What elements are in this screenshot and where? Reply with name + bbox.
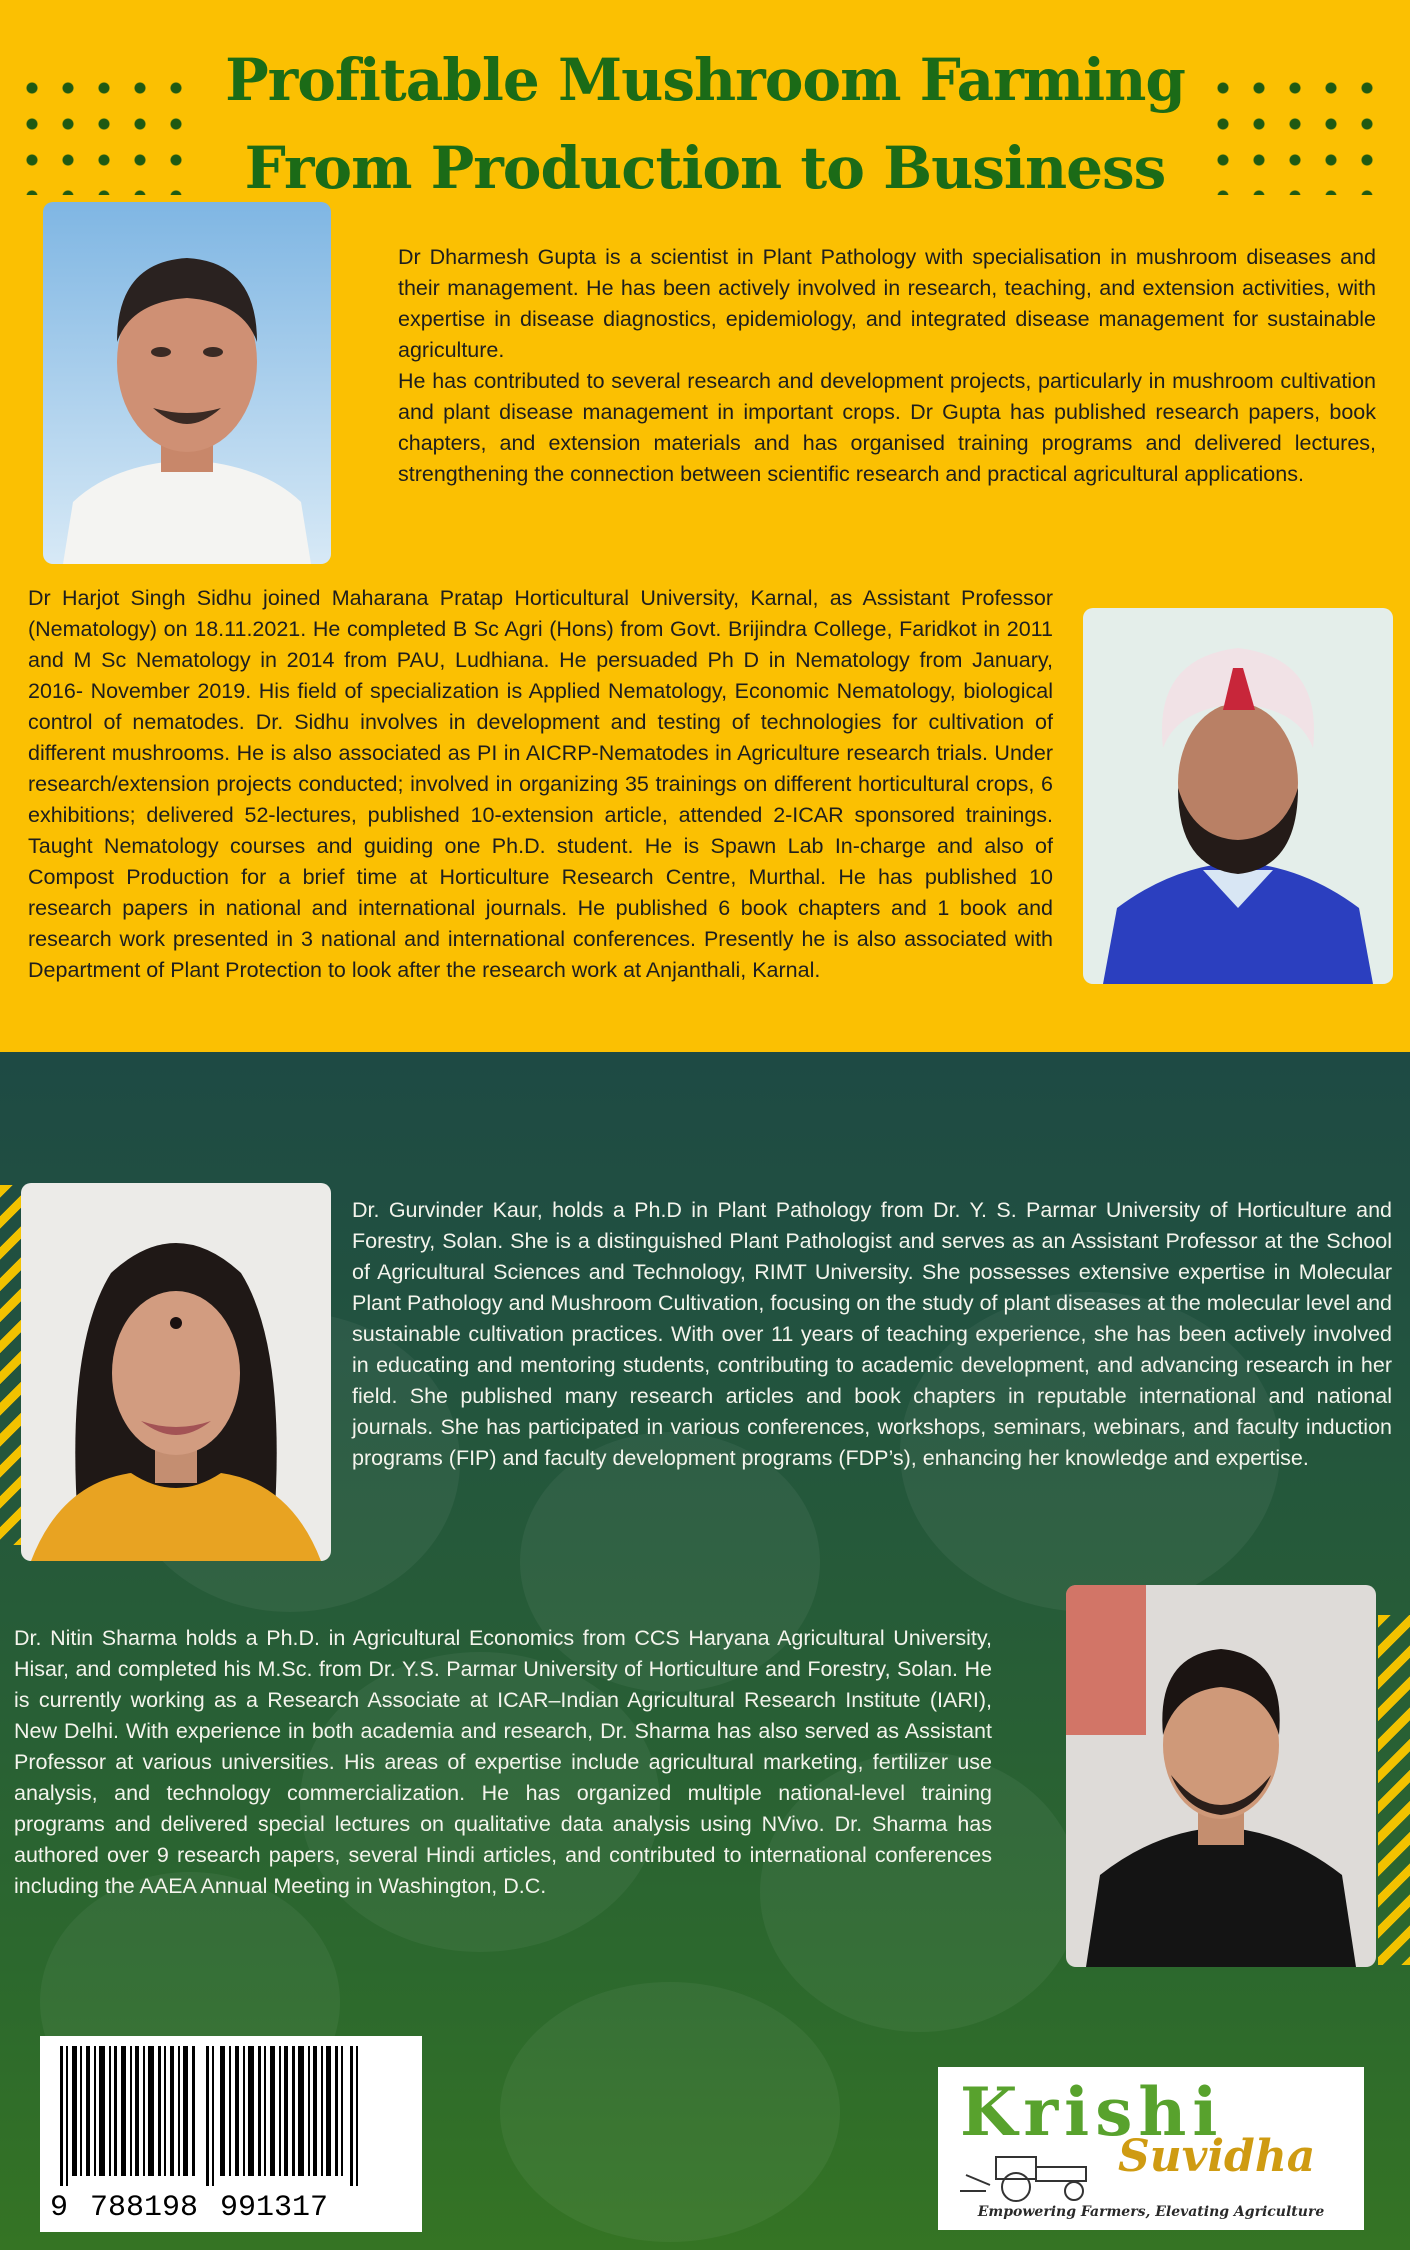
isbn-digits [40,2184,422,2232]
book-title [180,36,1230,212]
author-photo-gurvinder-kaur [21,1183,331,1561]
barcode-bars [40,2036,422,2186]
logo-suvidha-text: Suvidha [1118,2131,1316,2182]
title-line-2: From Production to Business [244,134,1166,202]
publisher-logo [938,2067,1364,2230]
isbn-digit-group-2: 991317 [220,2191,329,2225]
logo-krishi-text: Krishi [960,2073,1224,2151]
author-bio-harjot-singh-sidhu: Dr Harjot Singh Sidhu joined Maharana Pratap Horticultural University, Karnal, as Assistant Professor (Nematology) on 18.11.2021. He completed B Sc Agri (Hons) from Govt. Brijindra College, Faridkot in 2011 and M Sc Nematology in 2014 from PAU, Ludhiana. He persuaded Ph D in Nematology from January, 2016- November 2019. His field of specialization is Applied Nematology, Economic Nematology, biological control of nematodes. Dr. Sidhu involves in development and testing of technologies for cultivation of different mushrooms. He is also associated as PI in AICRP-Nematodes in Agriculture research trials. Under research/extension projects conducted; involved in organizing 35 trainings on different horticultural crops, 6 exhibitions; delivered 52-lectures, published 10-extension article, attended 2-ICAR sponsored trainings. Taught Nematology courses and guiding one Ph.D. student. He is Spawn Lab In-charge and also of Compost Production for a brief time at Horticulture Research Centre, Murthal. He has published 10 research papers in national and international journals. He published 6 book chapters and 1 book and research work presented in 3 national and international conferences. Presently he is also associated with Department of Plant Protection to look after the research work at Anjanthali, Karnal. [28,586,1053,982]
author-bio-gurvinder-kaur: Dr. Gurvinder Kaur, holds a Ph.D in Plant Pathology from Dr. Y. S. Parmar University of Horticulture and Forestry, Solan. She is a distinguished Plant Pathologist and serves as an Assistant Professor at the School of Agricultural Sciences and Technology, RIMT University. She possesses extensive expertise in Molecular Plant Pathology and Mushroom Cultivation, focusing on the study of plant diseases at the molecular level and sustainable cultivation practices. With over 11 years of teaching experience, she has been actively involved in educating and mentoring students, contributing to academic development, and advancing research in her field. She published many research articles and book chapters in reputable international and national journals. She has participated in various conferences, workshops, seminars, webinars, and faculty induction programs (FIP) and faculty development programs (FDP’s), enhancing her knowledge and expertise. [352,1198,1392,1470]
isbn-digit-group-1: 788198 [90,2191,199,2225]
author-bio-nitin-sharma: Dr. Nitin Sharma holds a Ph.D. in Agricultural Economics from CCS Haryana Agricultural University, Hisar, and completed his M.Sc. from Dr. Y.S. Parmar University of Horticulture and Forestry, Solan. He is currently working as a Research Associate at ICAR–Indian Agricultural Research Institute (IARI), New Delhi. With experience in both academia and research, Dr. Sharma has also served as Assistant Professor at various universities. His areas of expertise include agricultural marketing, fertilizer use analysis, and technology commercialization. He has organized multiple national-level training programs and delivered special lectures on qualitative data analysis using NVivo. Dr. Sharma has authored over 9 research papers, several Hindi articles, and contributed to international conferences including the AAEA Annual Meeting in Washington, D.C. [14,1626,992,1898]
decorative-dots-right [1205,70,1395,195]
author-photo-harjot-singh-sidhu [1083,608,1393,984]
author-photo-nitin-sharma [1066,1585,1376,1967]
decorative-stripes-right [1378,1615,1410,1965]
decorative-stripes-left [0,1185,22,1545]
logo-tagline: Empowering Farmers, Elevating Agriculture [977,2204,1325,2220]
isbn-barcode [40,2036,422,2232]
title-line-1: Profitable Mushroom Farming [225,46,1185,114]
author-photo-dharmesh-gupta [43,202,331,564]
author-bio-dharmesh-gupta: Dr Dharmesh Gupta is a scientist in Plant Pathology with specialisation in mushroom diseases and their management. He has been actively involved in research, teaching, and extension activities, with expertise in disease diagnostics, epidemiology, and integrated disease management for sustainable agriculture. He has contributed to several research and development projects, particularly in mushroom cultivation and plant disease management in important crops. Dr Gupta has published research papers, book chapters, and extension materials and has organised training programs and delivered lectures, strengthening the connection between scientific research and practical agricultural applications. [398,245,1376,486]
decorative-dots-left [14,70,204,195]
isbn-digit-prefix: 9 [50,2191,69,2225]
tractor-icon [956,2145,1116,2203]
